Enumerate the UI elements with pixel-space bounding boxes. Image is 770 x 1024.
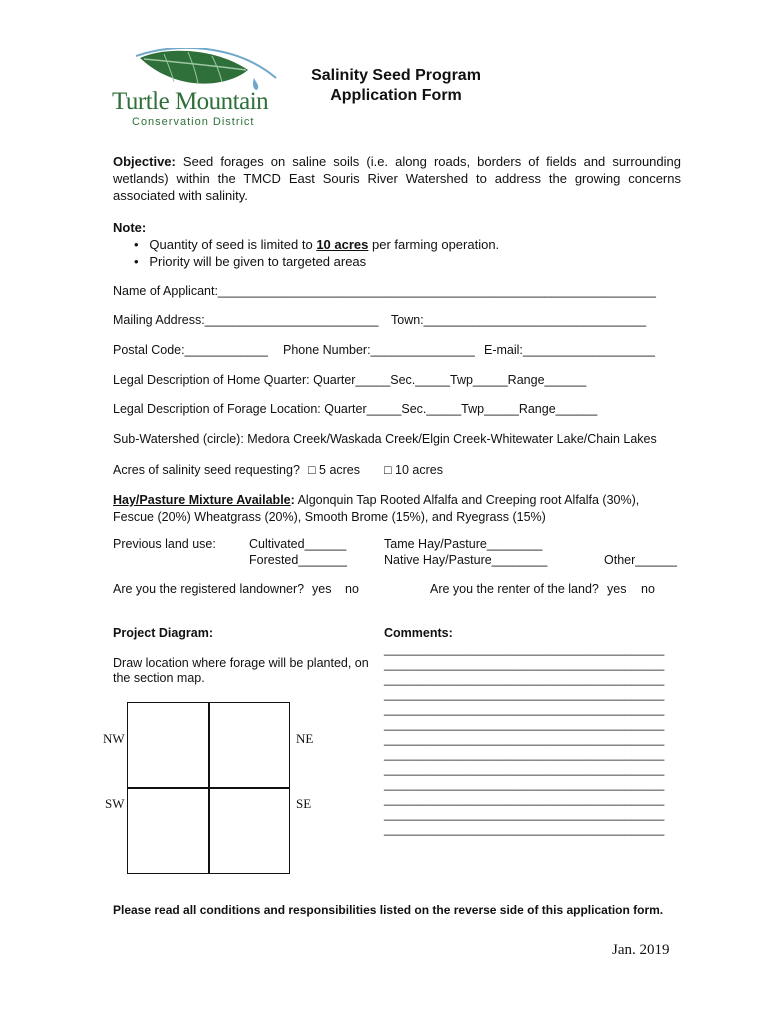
landowner-question: Are you the registered landowner? — [113, 582, 305, 596]
note-bullet-1-bold: 10 acres — [316, 237, 369, 252]
mixture-colon: : — [290, 493, 295, 507]
compass-se: SE — [296, 796, 312, 811]
note-label: Note: — [113, 220, 147, 235]
mailing-address-field[interactable]: Mailing Address:_________________________ — [113, 313, 379, 327]
compass-sw: SW — [105, 796, 125, 811]
other-field[interactable]: Other______ — [604, 553, 677, 567]
landowner-yes-option[interactable]: yes — [312, 582, 332, 596]
native-hay-field[interactable]: Native Hay/Pasture________ — [384, 553, 548, 567]
mixture-label: Hay/Pasture Mixture Available — [113, 493, 291, 507]
comment-line[interactable]: __________________________________________ — [384, 657, 665, 671]
comment-line[interactable]: __________________________________________ — [384, 777, 665, 791]
note-bullet-2 — [134, 254, 366, 269]
logo — [112, 48, 277, 132]
email-field[interactable]: E-mail:___________________ — [484, 343, 655, 357]
section-map[interactable] — [127, 702, 290, 874]
comment-line[interactable]: __________________________________________ — [384, 807, 665, 821]
legal-forage-location-field[interactable]: Legal Description of Forage Location: Quarter_____Sec._____Twp_____Range______ — [113, 402, 598, 416]
comment-line[interactable]: __________________________________________ — [384, 762, 665, 776]
comment-line[interactable]: __________________________________________ — [384, 672, 665, 686]
comment-line[interactable]: __________________________________________ — [384, 687, 665, 701]
mixture-paragraph — [113, 492, 681, 526]
forested-field[interactable]: Forested_______ — [249, 553, 347, 567]
acres-5-checkbox[interactable]: □ 5 acres — [308, 463, 361, 477]
acres-label: Acres of salinity seed requesting? — [113, 463, 300, 477]
land-use-label: Previous land use: — [113, 537, 216, 551]
comment-line[interactable]: __________________________________________ — [384, 717, 665, 731]
bullet-icon: • — [134, 237, 150, 252]
compass-ne: NE — [296, 731, 314, 746]
note-bullet-1-pre: Quantity of seed is limited to — [149, 237, 317, 252]
diagram-instruction: Draw location where forage will be planted, on the section map. — [113, 656, 369, 685]
town-field[interactable]: Town:________________________________ — [391, 313, 647, 327]
objective-text: Seed forages on saline soils (i.e. along roads, borders of fields and surrounding wetlands) within the TMCD East Souris River Watershed to address the growing concerns associated with salinity. — [113, 154, 681, 203]
mixture-text: Algonquin Tap Rooted Alfalfa and Creeping root Alfalfa (30%), Fescue (20%) Wheatgrass (20%), Smooth Brome (15%), and Ryegrass (15%) — [113, 493, 640, 524]
comment-line[interactable]: __________________________________________ — [384, 642, 665, 656]
note-bullet-1 — [134, 237, 499, 252]
comment-line[interactable]: __________________________________________ — [384, 702, 665, 716]
renter-yes-option[interactable]: yes — [607, 582, 627, 596]
project-diagram-heading: Project Diagram: — [113, 626, 214, 640]
logo-subtitle: Conservation District — [132, 116, 255, 128]
logo-title: Turtle Mountain — [112, 88, 269, 115]
legal-home-quarter-field[interactable]: Legal Description of Home Quarter: Quarter_____Sec._____Twp_____Range______ — [113, 373, 587, 387]
bullet-icon: • — [134, 254, 150, 269]
applicant-field[interactable]: Name of Applicant:_______________________________________________________________ — [113, 284, 656, 298]
tame-hay-field[interactable]: Tame Hay/Pasture________ — [384, 537, 543, 551]
section-map-horizontal-divider — [128, 787, 289, 789]
note-bullet-2-text: Priority will be given to targeted areas — [149, 254, 367, 269]
note-bullet-1-post: per farming operation. — [368, 237, 500, 252]
comment-line[interactable]: __________________________________________ — [384, 732, 665, 746]
footer-date: Jan. 2019 — [612, 942, 670, 958]
renter-question: Are you the renter of the land? — [430, 582, 599, 596]
phone-number-field[interactable]: Phone Number:_______________ — [283, 343, 475, 357]
landowner-no-option[interactable]: no — [345, 582, 359, 596]
comments-heading: Comments: — [384, 626, 453, 640]
title-line-2: Application Form — [330, 87, 462, 104]
comment-line[interactable]: __________________________________________ — [384, 792, 665, 806]
cultivated-field[interactable]: Cultivated______ — [249, 537, 347, 551]
compass-nw: NW — [103, 731, 125, 746]
postal-code-field[interactable]: Postal Code:____________ — [113, 343, 268, 357]
page-title — [286, 66, 506, 106]
acres-10-checkbox[interactable]: □ 10 acres — [384, 463, 443, 477]
comment-line[interactable]: __________________________________________ — [384, 747, 665, 761]
renter-no-option[interactable]: no — [641, 582, 655, 596]
objective-paragraph — [113, 153, 681, 204]
objective-label: Objective: — [113, 154, 176, 169]
title-line-1: Salinity Seed Program — [311, 67, 481, 84]
comment-line[interactable]: __________________________________________ — [384, 822, 665, 836]
subwatershed-field[interactable]: Sub-Watershed (circle): Medora Creek/Waskada Creek/Elgin Creek-Whitewater Lake/Chain Lakes — [113, 432, 657, 446]
footer-notice: Please read all conditions and responsibilities listed on the reverse side of this application form. — [113, 903, 664, 917]
